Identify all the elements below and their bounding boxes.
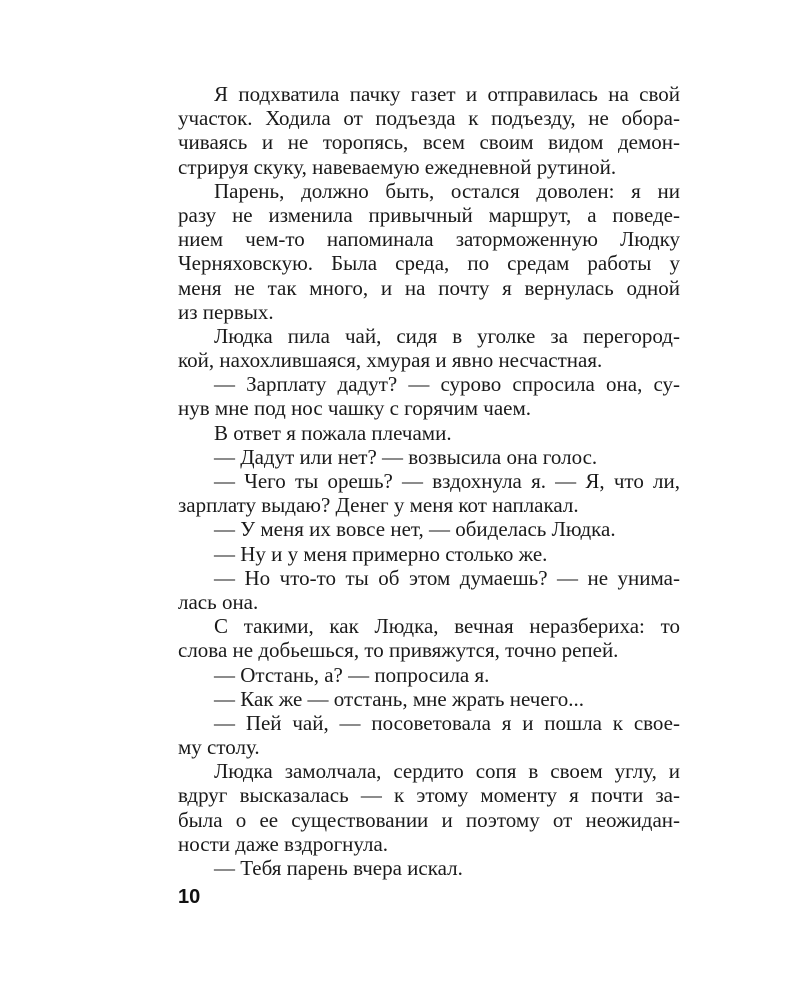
text-line: — У меня их вовсе нет, — обиделась Людка. [214,517,616,542]
text-line: — Дадут или нет? — возвысила она голос. [214,444,598,469]
text-line: слова не добьешься, то привяжутся, точно репей. [178,638,619,663]
text-line: — Ну и у меня примерно столько же. [214,541,548,566]
text-line: — Отстань, а? — попросила я. [214,662,490,687]
text-line: — Тебя парень вчера искал. [214,856,463,880]
text-line: Черняховскую. Была среда, по средам работы у [178,251,680,276]
text-line: Я подхватила пачку газет и отправилась на свой [214,82,680,106]
text-line: Людка пила чай, сидя в уголке за перегород- [214,323,680,348]
text-line: — Как же — отстань, мне жрать нечего... [214,686,585,711]
page-number: 10 [178,886,201,908]
text-line: стрируя скуку, навеваемую ежедневной рутиной. [178,154,617,179]
text-line: участок. Ходила от подъезда к подъезду, не обора- [178,106,680,131]
text-line: разу не изменила привычный маршрут, а поведе- [178,202,680,227]
text-line: ности даже вздрогнула. [178,831,389,856]
text-line: из первых. [178,299,274,324]
text-line: вдруг высказалась — к этому моменту я почти за- [178,783,680,808]
text-line: В ответ я пожала плечами. [214,420,452,445]
text-line: нием чем-то напоминала заторможенную Людку [178,227,680,252]
text-line: му столу. [178,735,260,760]
text-line: С такими, как Людка, вечная неразбериха: то [214,614,680,639]
text-line: — Зарплату дадут? — сурово спросила она, су- [214,372,680,397]
text-line: меня не так много, и на почту я вернулась одной [178,275,680,300]
text-line: — Но что-то ты об этом думаешь? — не унима- [214,565,680,590]
text-line: кой, нахохлившаяся, хмурая и явно несчастная. [178,348,603,373]
text-line: чиваясь и не торопясь, всем своим видом демон- [178,130,680,155]
text-line: зарплату выдаю? Денег у меня кот наплакал. [178,493,579,518]
text-line: лась она. [178,589,259,614]
text-line: Парень, должно быть, остался доволен: я ни [214,178,680,203]
text-line: была о ее существовании и поэтому от неожидан- [178,807,680,832]
text-line: нув мне под нос чашку с горячим чаем. [178,396,532,421]
text-line: Людка замолчала, сердито сопя в своем углу, и [214,759,680,784]
text-line: — Чего ты орешь? — вздохнула я. — Я, что ли, [214,469,680,493]
text-line: — Пей чай, — посоветовала я и пошла к свое- [214,710,680,735]
body-text [178,82,680,880]
